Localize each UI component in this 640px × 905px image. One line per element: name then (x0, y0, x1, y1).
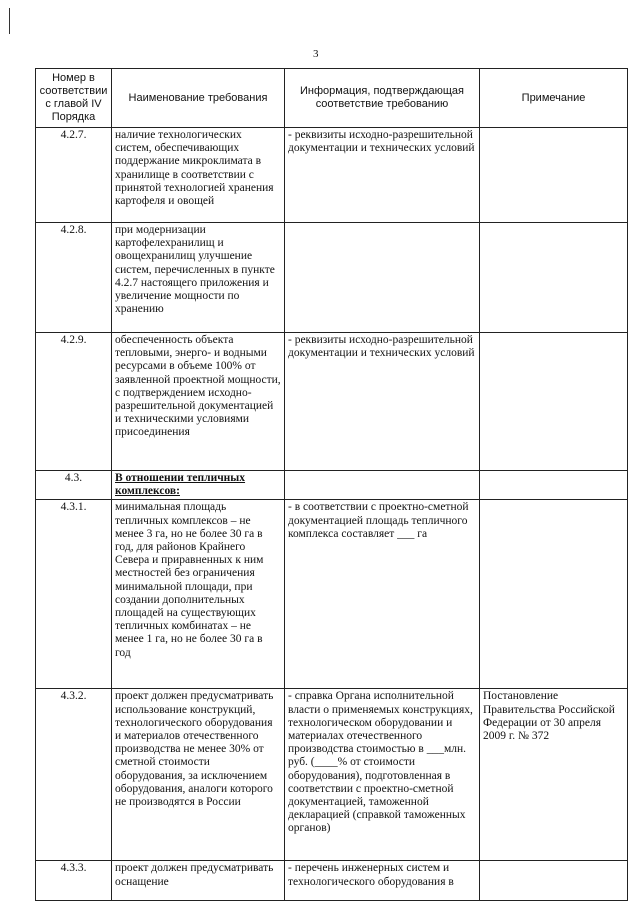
row-note (480, 333, 628, 471)
requirements-table (35, 68, 628, 901)
row-info (285, 223, 480, 333)
row-name: проект должен предусматривать оснащение (112, 861, 285, 901)
margin-line (9, 8, 10, 34)
row-name: минимальная площадь тепличных комплексов – не менее 3 га, но не более 30 га в год, для районов Крайнего Севера и приравненных к ним местностей без ограничения минимальной площади, при создании дополнительных площадей на существующих тепличных комбинатах – не менее 1 га, но не более 30 га в год (112, 500, 285, 689)
row-note (480, 223, 628, 333)
row-name: при модернизации картофелехранилищ и овощехранилищ улучшение систем, перечисленных в пункте 4.2.7 настоящего приложения и увеличение мощности по хранению (112, 223, 285, 333)
row-name: наличие технологических систем, обеспечивающих поддержание микроклимата в хранилище в соответствии с принятой технологией хранения картофеля и овощей (112, 128, 285, 223)
header-name: Наименование требования (112, 69, 285, 128)
row-info (285, 471, 480, 500)
row-number: 4.2.9. (36, 333, 112, 471)
row-note (480, 861, 628, 901)
section-heading: В отношении тепличных комплексов: (112, 471, 285, 500)
page-number: 3 (313, 48, 319, 60)
row-number: 4.3.2. (36, 689, 112, 861)
row-note (480, 471, 628, 500)
row-info: - перечень инженерных систем и технологического оборудования в (285, 861, 480, 901)
table-row (36, 128, 628, 223)
row-note (480, 500, 628, 689)
row-info: - реквизиты исходно-разрешительной документации и технических условий (285, 333, 480, 471)
row-number: 4.3. (36, 471, 112, 500)
table-row (36, 223, 628, 333)
row-info: - справка Органа исполнительной власти о применяемых конструкциях, технологическом оборудовании и материалах отечественного производства стоимостью в ___млн. руб. (____% от стоимости оборудования), подготовленная в соответствии с проектно-сметной документацией, таможенной декларацией (справкой таможенных органов) (285, 689, 480, 861)
row-name: обеспеченность объекта тепловыми, энерго- и водными ресурсами в объеме 100% от заявленной проектной мощности, с подтверждением исходно-разрешительной документацией и техническими условиями присоединения (112, 333, 285, 471)
table-row (36, 861, 628, 901)
row-note: Постановление Правительства Российской Федерации от 30 апреля 2009 г. № 372 (480, 689, 628, 861)
table-row (36, 500, 628, 689)
table-row (36, 471, 628, 500)
table-header-row (36, 69, 628, 128)
row-number: 4.3.1. (36, 500, 112, 689)
header-note: Примечание (480, 69, 628, 128)
row-number: 4.2.7. (36, 128, 112, 223)
table-row (36, 689, 628, 861)
header-number: Номер в соответствии с главой IV Порядка (36, 69, 112, 128)
row-info: - реквизиты исходно-разрешительной документации и технических условий (285, 128, 480, 223)
header-info: Информация, подтверждающая соответствие требованию (285, 69, 480, 128)
row-info: - в соответствии с проектно-сметной документацией площадь тепличного комплекса составляет ___ га (285, 500, 480, 689)
table-row (36, 333, 628, 471)
row-number: 4.3.3. (36, 861, 112, 901)
row-number: 4.2.8. (36, 223, 112, 333)
row-note (480, 128, 628, 223)
row-name: проект должен предусматривать использование конструкций, технологического оборудования и материалов отечественного производства не менее 30% от сметной стоимости оборудования, за исключением оборудования, аналоги которого не производятся в России (112, 689, 285, 861)
